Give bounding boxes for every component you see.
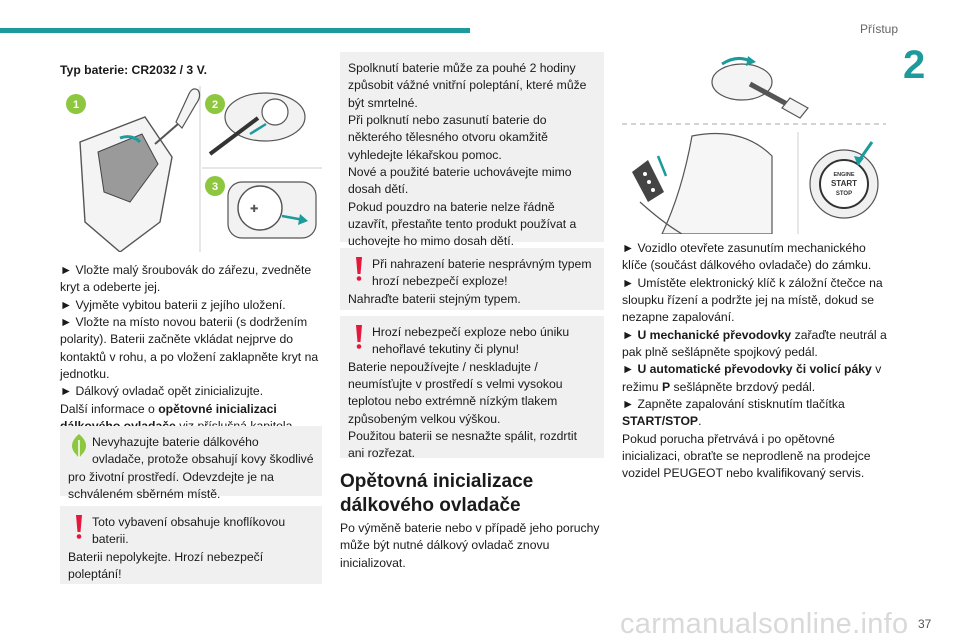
chapter-number: 2 [903, 43, 926, 87]
step-1-label: 1 [72, 99, 80, 111]
reinit-step-1: ► Vozidlo otevřete zasunutím mechanického klíče (součást dálkového ovladače) do zámku. [622, 241, 872, 273]
reinit-step-5: ► Zapněte zapalování stisknutím tlačítka START/STOP. [622, 396, 845, 429]
engine-label: ENGINE [833, 172, 855, 178]
reinitialization-illustration [622, 52, 890, 234]
warning-button-battery: Toto vybavení obsahuje knoflíkovou baterii. Baterii nepolykejte. Hrozí nebezpečí poleptání! [60, 506, 322, 584]
watermark: carmanualsonline.info [620, 608, 909, 640]
eco-notice: Nevyhazujte baterie dálkového ovladače, protože obsahují kovy škodlivé pro životní prostředí. Odevzdejte je na schváleném sběrném místě. [60, 426, 322, 496]
reinit-heading: Opětovná inicializace dálkového ovladače [340, 471, 534, 516]
stop-label: STOP [835, 191, 853, 197]
step-insert-screwdriver: ► Vložte malý šroubovák do zářezu, zvedněte kryt a odeberte jej. [60, 263, 312, 295]
reinit-step-2: ► Umístěte elektronický klíč k záložní čtečce na sloupku řízení a podržte jej na místě, dokud se nezapne zapalování. [622, 275, 883, 325]
service-note: Pokud porucha přetrvává i po opětovné inicializaci, obraťte se neprodleně na prodejce vozidel PEUGEOT nebo kvalifikovaný servis. [622, 431, 871, 481]
exclamation-icon [348, 254, 370, 282]
battery-steps [60, 262, 322, 435]
reinit-intro: Po výměně baterie nebo v případě jeho poruchy může být nutné dálkový ovladač znovu inicializovat. [340, 521, 600, 570]
reinit-steps [622, 240, 890, 483]
battery-spec: Typ baterie: CR2032 / 3 V. [60, 63, 207, 77]
step-reinitialize: ► Dálkový ovladač opět zinicializujte. [60, 384, 264, 399]
header-accent-bar [0, 28, 470, 33]
start-label: START [830, 179, 858, 188]
exclamation-icon [348, 322, 370, 350]
warning-wrong-type: Při nahrazení baterie nesprávným typem hrozí nebezpečí exploze! Nahraďte baterii stejným typem. [340, 248, 604, 310]
recycle-leaf-icon [68, 432, 90, 460]
step-2-label: 2 [211, 99, 219, 111]
battery-replacement-illustration [60, 82, 322, 252]
step-remove-battery: ► Vyjměte vybitou baterii z jejího uložení. [60, 297, 286, 312]
step-3-label: 3 [211, 181, 219, 193]
svg-text:✚: ✚ [250, 204, 259, 215]
page-number: 37 [918, 617, 932, 631]
reinit-step-4: ► U automatické převodovky či volicí páky v režimu P sešlápněte brzdový pedál. [622, 362, 882, 394]
exclamation-icon [68, 512, 90, 540]
swallow-warning: Spolknutí baterie může za pouhé 2 hodiny způsobit vážné vnitřní poleptání, které může být smrtelné. Při polknutí nebo zasunutí baterie do některého tělesného otvoru okamžitě vyhledejte lékařskou pomoc. Nové a použité baterie uchovávejte mimo dosah dětí. Pokud pouzdro na baterie nelze řádně uzavřít, přestaňte tento produkt používat a uchovejte ho mimo dosah dětí. [340, 52, 604, 242]
step-insert-battery: ► Vložte na místo novou baterii (s dodržením polarity). Baterii začněte vkládat nejprve do kontaktů v rohu, a po vložení zaklapněte kryt na jednotku. [60, 314, 319, 381]
reinit-step-3: ► U mechanické převodovky zařaďte neutrál a pak plně sešlápněte spojkový pedál. [622, 327, 887, 359]
section-title: Přístup [859, 22, 898, 36]
warning-explosion: Hrozí nebezpečí exploze nebo úniku nehořlavé tekutiny či plynu! Baterie nepoužívejte / neskladujte / neumísťujte v prostředí s velmi vysokou teplotou nebo extrémně nízkým tlakem způsobeným velkou výškou. Použitou baterii se nesnažte spálit, rozdrtit ani rozřezat. [340, 316, 604, 458]
more-info: Další informace o opětovné inicializaci [60, 401, 277, 416]
